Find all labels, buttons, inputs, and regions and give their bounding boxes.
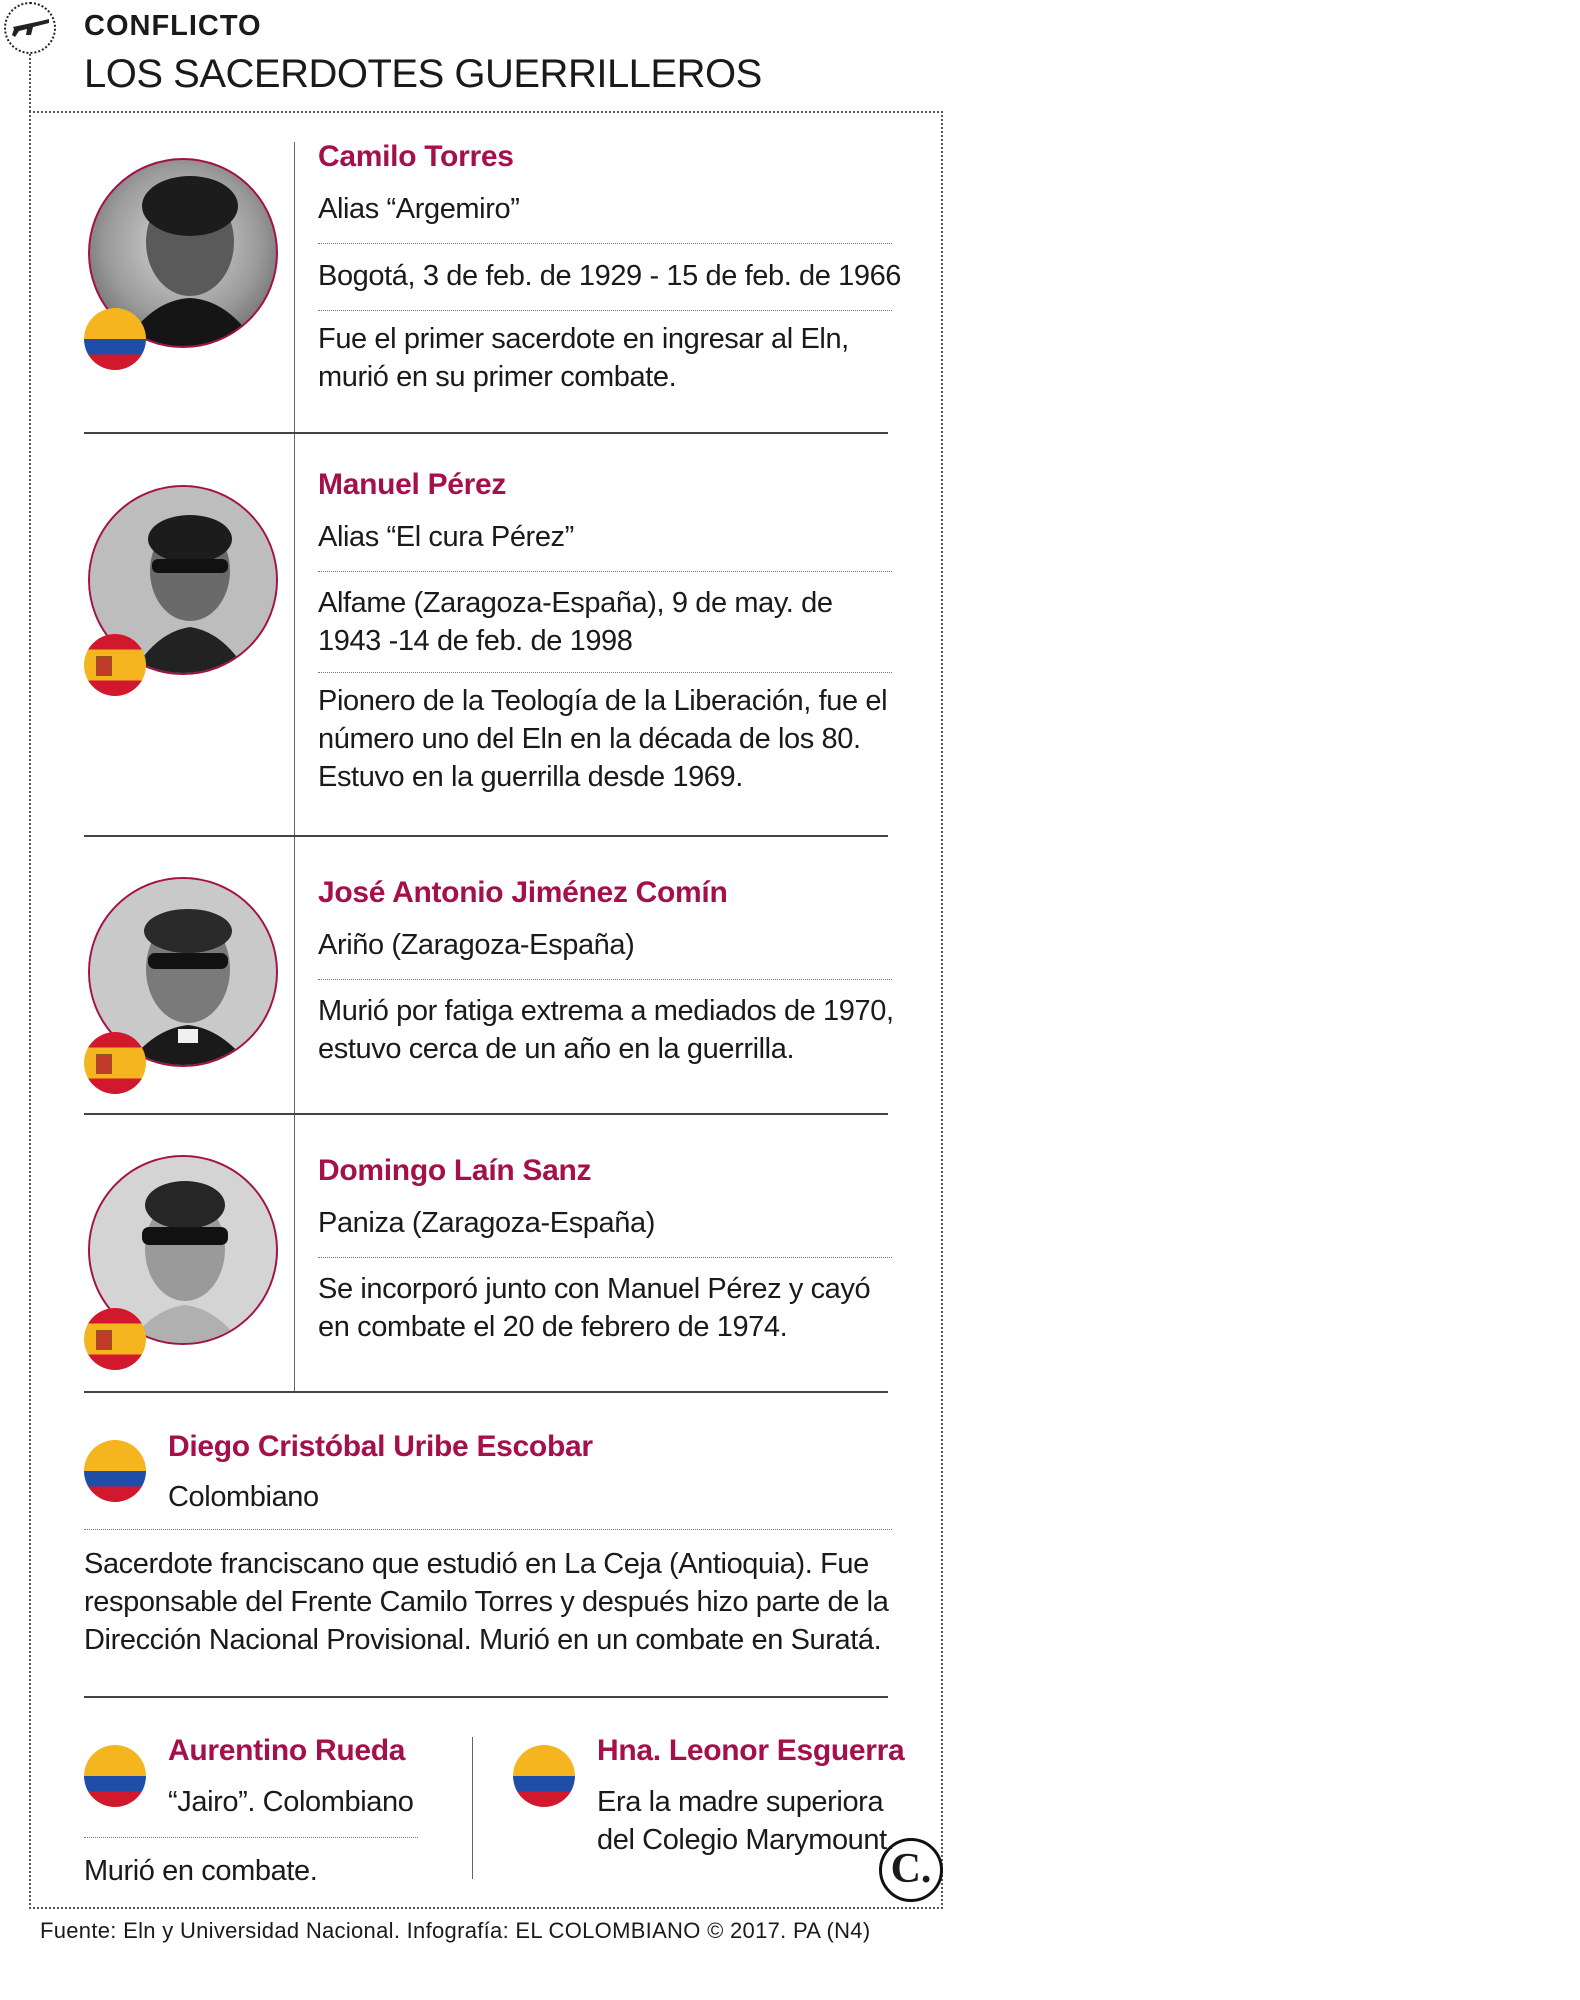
section-label: CONFLICTO <box>84 10 262 42</box>
person-description: Se incorporó junto con Manuel Pérez y cayó en combate el 20 de febrero de 1974. <box>318 1273 871 1343</box>
person-description: Era la madre superiora del Colegio Marymount. <box>597 1786 895 1856</box>
dotted-divider <box>318 243 892 244</box>
person-name: Manuel Pérez <box>318 468 507 501</box>
footer-credit: Fuente: Eln y Universidad Nacional. Infografía: EL COLOMBIANO © 2017. PA (N4) <box>40 1918 871 1943</box>
person-description: Fue el primer sacerdote en ingresar al Eln, murió en su primer combate. <box>318 323 849 393</box>
spain-flag-icon <box>84 634 146 696</box>
person-description: Sacerdote franciscano que estudió en La Ceja (Antioquia). Fue responsable del Frente Camilo Torres y después hizo parte de la Dirección Nacional Provisional. Murió en un combate en Suratá. <box>84 1548 889 1656</box>
section-divider <box>84 1113 888 1115</box>
person-description: Murió por fatiga extrema a mediados de 1970, estuvo cerca de un año en la guerrilla. <box>318 995 894 1065</box>
person-origin: Paniza (Zaragoza-España) <box>318 1207 655 1239</box>
person-name: Camilo Torres <box>318 140 514 173</box>
person-name: Domingo Laín Sanz <box>318 1154 592 1187</box>
dotted-divider <box>318 979 892 980</box>
colombia-flag-icon <box>84 1745 146 1807</box>
spain-flag-icon <box>84 1032 146 1094</box>
section-divider <box>84 1696 888 1698</box>
person-alias: Alias “Argemiro” <box>318 193 520 225</box>
dotted-divider <box>318 571 892 572</box>
section-divider <box>84 835 888 837</box>
colombia-flag-icon <box>513 1745 575 1807</box>
section-divider <box>84 1391 888 1393</box>
el-colombiano-logo: C. <box>879 1838 943 1902</box>
person-dates: Bogotá, 3 de feb. de 1929 - 15 de feb. de 1966 <box>318 260 902 292</box>
person-name: Aurentino Rueda <box>168 1734 406 1767</box>
page-title: LOS SACERDOTES GUERRILLEROS <box>84 52 762 96</box>
colombia-flag-icon <box>84 1440 146 1502</box>
person-origin: “Jairo”. Colombiano <box>168 1786 414 1818</box>
spain-flag-icon <box>84 1308 146 1370</box>
dotted-divider <box>318 1257 892 1258</box>
rifle-icon <box>4 2 56 54</box>
dotted-divider <box>318 310 892 311</box>
dotted-divider <box>84 1837 418 1838</box>
column-divider <box>294 142 295 432</box>
column-divider <box>294 432 295 835</box>
person-name: Hna. Leonor Esguerra <box>597 1734 905 1767</box>
person-origin: Ariño (Zaragoza-España) <box>318 929 635 961</box>
column-divider <box>294 835 295 1113</box>
frame-leader-line <box>29 54 31 112</box>
section-divider <box>84 432 888 434</box>
person-description: Pionero de la Teología de la Liberación, fue el número uno del Eln en la década de los 80. Estuvo en la guerrilla desde 1969. <box>318 685 888 793</box>
dotted-divider <box>84 1529 892 1530</box>
person-alias: Alias “El cura Pérez” <box>318 521 574 553</box>
person-name: José Antonio Jiménez Comín <box>318 876 728 909</box>
person-description: Murió en combate. <box>84 1855 318 1887</box>
person-dates: Alfame (Zaragoza-España), 9 de may. de 1943 -14 de feb. de 1998 <box>318 587 833 657</box>
column-divider <box>294 1113 295 1391</box>
person-origin: Colombiano <box>168 1481 319 1513</box>
person-name: Diego Cristóbal Uribe Escobar <box>168 1430 593 1463</box>
dotted-divider <box>318 672 892 673</box>
column-divider <box>472 1737 473 1879</box>
colombia-flag-icon <box>84 308 146 370</box>
